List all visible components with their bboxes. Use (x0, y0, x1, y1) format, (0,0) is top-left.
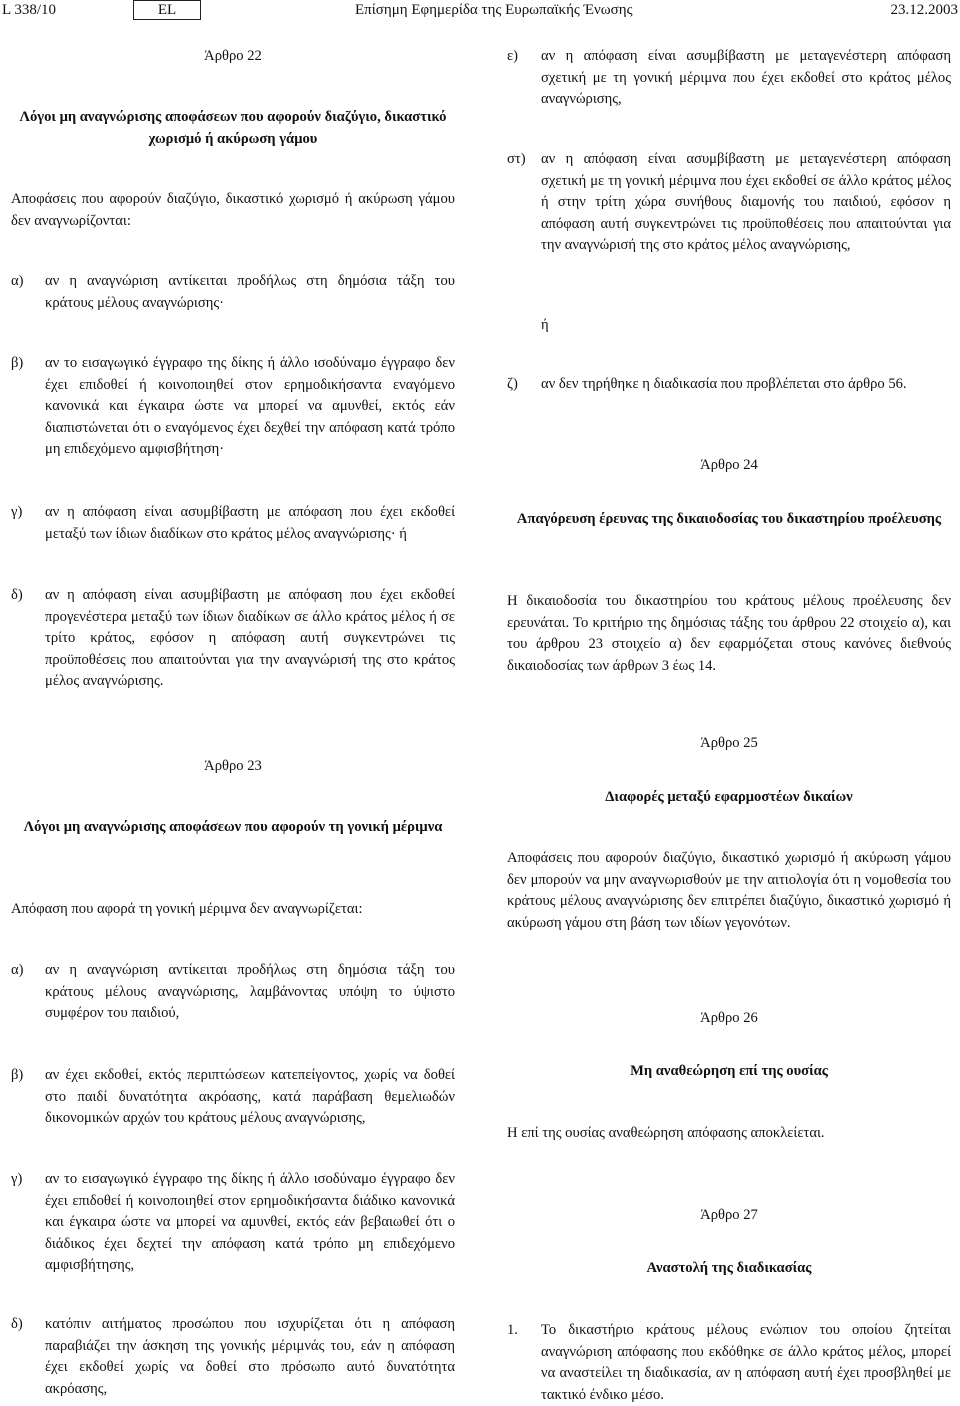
item-label: β) (11, 1067, 24, 1083)
article-27-heading: Αναστολή της διαδικασίας (646, 1260, 812, 1276)
article-23-item-e (507, 46, 951, 111)
article-24-title: Άρθρο 24 (700, 457, 758, 473)
item-text: αν η απόφαση είναι ασυμβίβαστη με απόφαση που έχει εκδοθεί μεταξύ των ίδιων διαδίκων στο κράτος μέλος αναγνώρισης· ή (45, 504, 455, 542)
article-22-item-c (11, 502, 455, 545)
article-25-text: Αποφάσεις που αφορούν διαζύγιο, δικαστικό χωρισμό ή ακύρωση γάμου δεν μπορούν να μην αναγνωρισθούν με την αιτιολογία ότι η νομοθεσία του κράτους μέλους αναγνώρισης δεν επιτρέπει διαζύγιο, δικαστικό χωρισμό ή ακύρωση γάμου στη βάση των ιδίων γεγονότων. (507, 850, 951, 931)
item-label: δ) (11, 1316, 23, 1332)
item-label: δ) (11, 587, 23, 603)
item-label: ζ) (507, 376, 518, 392)
article-27-title: Άρθρο 27 (700, 1207, 758, 1223)
item-label: 1. (507, 1322, 518, 1338)
item-label: γ) (11, 504, 23, 520)
article-23-intro: Απόφαση που αφορά τη γονική μέριμνα δεν αναγνωρίζεται: (11, 901, 363, 917)
article-22-title: Άρθρο 22 (204, 48, 262, 64)
item-label: ε) (507, 48, 518, 64)
page-reference: L 338/10 (2, 2, 57, 18)
article-24-heading: Απαγόρευση έρευνας της δικαιοδοσίας του δικαστηρίου προέλευσης (516, 511, 942, 527)
item-text: κατόπιν αιτήματος προσώπου που ισχυρίζεται ότι η απόφαση παραβιάζει την άσκηση της γονικής μέριμνάς του, εάν η απόφαση έχει εκδοθεί χωρίς να δοθεί στο πρόσωπο αυτό δυνατότητα ακρόασης, (45, 1316, 455, 1397)
article-25-title: Άρθρο 25 (700, 735, 758, 751)
item-text: αν η απόφαση είναι ασυμβίβαστη με μεταγενέστερη απόφαση σχετική με τη γονική μέριμνα που έχει εκδοθεί στο κράτος μέλος αναγνώρισης, (541, 48, 951, 107)
item-text: αν έχει εκδοθεί, εκτός περιπτώσεων κατεπείγοντος, χωρίς να δοθεί στο παιδί δυνατότητα ακρόασης, κατά παράβαση θεμελιωδών δικονομικών αρχών του κράτους μέλους αναγνώρισης, (45, 1067, 455, 1126)
article-22-item-d (11, 585, 455, 693)
item-text: αν η απόφαση είναι ασυμβίβαστη με μεταγενέστερη απόφαση σχετική με τη γονική μέριμνα που έχει εκδοθεί σε άλλο κράτος μέλος ή στην τρίτη χώρα συνήθους διαμονής του παιδιού, εφόσον η απόφαση αυτή συγκεντρώνει τις προϋποθέσεις που απαιτούνται για την αναγνώρισή της στο κράτος μέλος αναγνώρισης, (541, 151, 951, 253)
item-label: στ) (507, 151, 526, 167)
article-23-item-d (11, 1314, 455, 1400)
item-label: α) (11, 962, 24, 978)
article-23-item-b (11, 1065, 455, 1130)
article-26-title: Άρθρο 26 (700, 1010, 758, 1026)
item-text: αν η απόφαση είναι ασυμβίβαστη με απόφαση που έχει εκδοθεί προγενέστερα μεταξύ των ίδιων διαδίκων σε άλλο κράτος μέλος ή σε τρίτο κράτος, εφόσον η απόφαση αυτή συγκεντρώνει τις προϋποθέσεις που απαιτούνται για την αναγνώρισή της στο κράτος μέλος αναγνώρισης. (45, 587, 455, 689)
journal-title: Επίσημη Εφημερίδα της Ευρωπαϊκής Ένωσης (355, 2, 633, 18)
article-22-item-a (11, 271, 455, 314)
article-26-heading: Μη αναθεώρηση επί της ουσίας (630, 1063, 828, 1079)
article-26-text: Η επί της ουσίας αναθεώρηση απόφασης αποκλείεται. (507, 1125, 825, 1141)
article-23-item-z (507, 374, 951, 396)
article-23-item-c (11, 1169, 455, 1277)
item-text: αν η αναγνώριση αντίκειται προδήλως στη δημόσια τάξη του κράτους μέλους αναγνώρισης, λαμβάνοντας υπόψη το ύψιστο συμφέρον του παιδιού, (45, 962, 455, 1021)
publication-date: 23.12.2003 (890, 2, 958, 18)
or-conjunction: ή (541, 317, 549, 333)
article-23-title: Άρθρο 23 (204, 758, 262, 774)
item-text: αν δεν τηρήθηκε η διαδικασία που προβλέπεται στο άρθρο 56. (541, 376, 907, 392)
page-header (0, 0, 960, 22)
article-23-item-st (507, 149, 951, 257)
article-23-heading: Λόγοι μη αναγνώρισης αποφάσεων που αφορούν τη γονική μέριμνα (23, 819, 443, 835)
article-22-item-b (11, 353, 455, 461)
article-24-text: Η δικαιοδοσία του δικαστηρίου του κράτους μέλους προέλευσης δεν ερευνάται. Το κριτήριο της δημόσιας τάξης του άρθρου 22 στοιχείο α), και του άρθρου 23 στοιχείο α) δεν εφαρμόζεται στους κανόνες διεθνούς δικαιοδοσίας των άρθρων 3 έως 14. (507, 593, 951, 674)
article-22-heading: Λόγοι μη αναγνώρισης αποφάσεων που αφορούν διαζύγιο, δικαστικό χωρισμό ή ακύρωση γάμου (19, 109, 447, 147)
article-25-heading: Διαφορές μεταξύ εφαρμοστέων δικαίων (605, 789, 853, 805)
item-text: Το δικαστήριο κράτους μέλους ενώπιον του οποίου ζητείται αναγνώριση απόφασης που εκδόθηκε σε άλλο κράτος μέλος, μπορεί να αναστείλει τη διαδικασία, αν η απόφαση αυτή έχει προσβληθεί με τακτικό ένδικο μέσο. (541, 1322, 951, 1403)
item-label: α) (11, 273, 24, 289)
article-22-intro: Αποφάσεις που αφορούν διαζύγιο, δικαστικό χωρισμό ή ακύρωση γάμου δεν αναγνωρίζονται: (11, 191, 455, 229)
item-text: αν το εισαγωγικό έγγραφο της δίκης ή άλλο ισοδύναμο έγγραφο δεν έχει επιδοθεί ή κοινοποιηθεί στον ερημοδικήσαντα εναγόμενο κανονικά και έγκαιρα ώστε να μπορεί να αμυνθεί, εκτός εάν διαπιστώνεται ότι ο εναγόμενος έχει δεχθεί την απόφαση κατά τρόπο μη επιδεχόμενο αμφισβήτηση· (45, 355, 455, 457)
language-code-box: EL (133, 0, 201, 20)
article-27-item-1 (507, 1320, 951, 1406)
article-23-item-a (11, 960, 455, 1025)
item-text: αν το εισαγωγικό έγγραφο της δίκης ή άλλο ισοδύναμο έγγραφο δεν έχει επιδοθεί ή κοινοποιηθεί στον ερημοδικήσαντα διάδικο κανονικά και έγκαιρα ώστε να μπορεί να αμυνθεί, εκτός εάν βεβαιωθεί ότι ο διάδικος έχει δεχτεί την απόφαση κατά τρόπο μη επιδεχόμενο αμφισβήτησης, (45, 1171, 455, 1273)
item-text: αν η αναγνώριση αντίκειται προδήλως στη δημόσια τάξη του κράτους μέλους αναγνώρισης· (45, 273, 455, 311)
item-label: γ) (11, 1171, 23, 1187)
item-label: β) (11, 355, 24, 371)
